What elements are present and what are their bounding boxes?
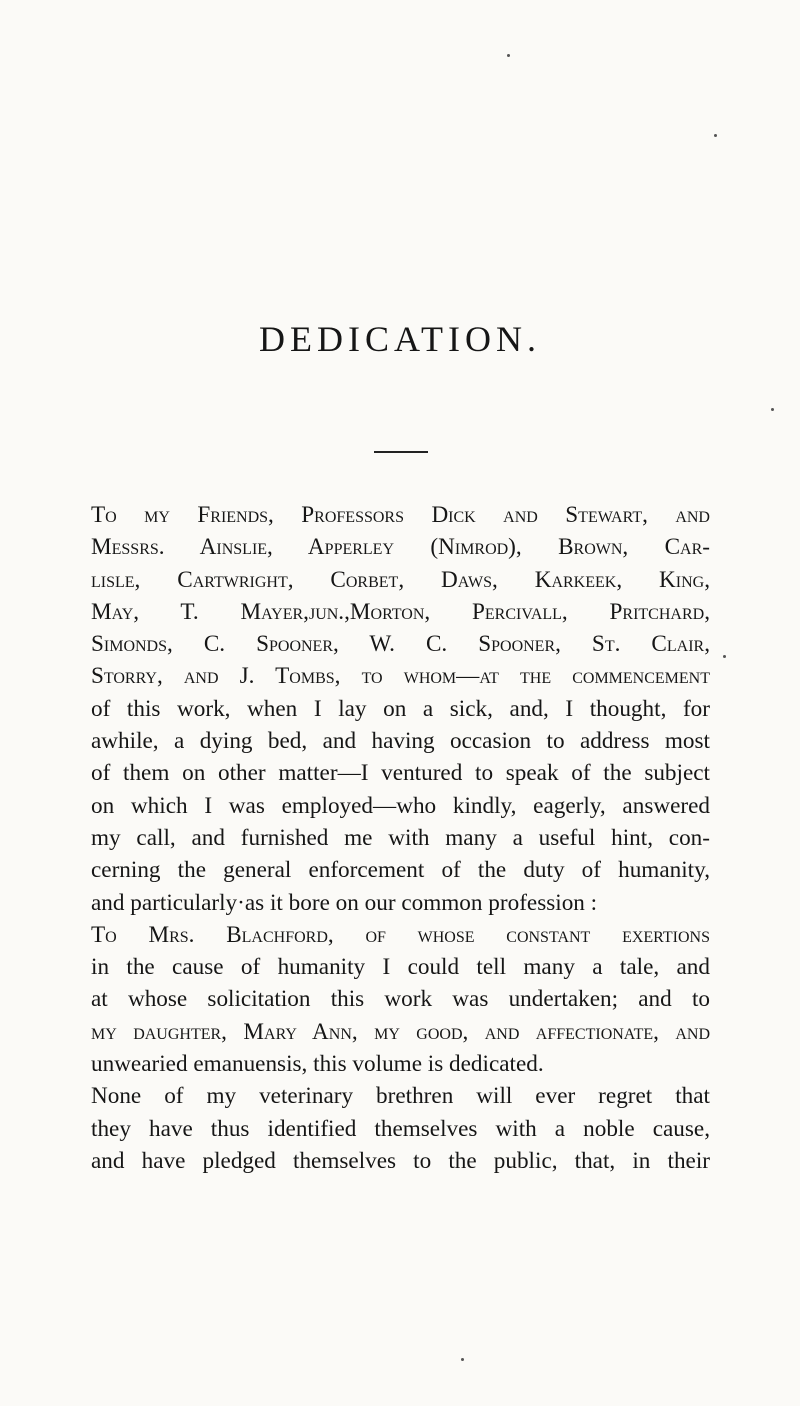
text-line: None of my veterinary brethren will ever regret that xyxy=(91,1083,710,1110)
text-line: lisle, Cartwright, Corbet, Daws, Karkeek, King, xyxy=(91,566,710,593)
text-line: Messrs. Ainslie, Apperley (Nimrod), Brown, Car- xyxy=(91,534,710,561)
text-line: awhile, a dying bed, and having occasion to address most xyxy=(91,728,710,755)
text-line: of them on other matter—I ventured to speak of the subject xyxy=(91,760,710,787)
paper-speck xyxy=(461,1358,464,1361)
text-line: my call, and furnished me with many a useful hint, con- xyxy=(91,824,710,851)
text-line: To my Friends, Professors Dick and Stewart, and xyxy=(91,502,710,528)
text-line: in the cause of humanity I could tell many a tale, and xyxy=(91,954,710,981)
dedication-text xyxy=(91,499,710,1177)
text-line: my daughter, Mary Ann, my good, and affectionate, and xyxy=(91,1018,710,1045)
paper-speck xyxy=(507,54,510,57)
text-line: of this work, when I lay on a sick, and, I thought, for xyxy=(91,695,710,722)
text-line: Simonds, C. Spooner, W. C. Spooner, St. Clair, xyxy=(91,631,710,658)
text-line: unwearied emanuensis, this volume is dedicated. xyxy=(91,1051,544,1078)
text-line: they have thus identified themselves with a noble cause, xyxy=(91,1115,710,1142)
text-line: and have pledged themselves to the public, that, in their xyxy=(91,1147,710,1174)
text-line: and particularly·as it bore on our common profession : xyxy=(91,889,598,916)
text-line: at whose solicitation this work was undertaken; and to xyxy=(91,986,710,1013)
text-line: cerning the general enforcement of the duty of humanity, xyxy=(91,857,710,884)
text-line: on which I was employed—who kindly, eagerly, answered xyxy=(91,792,710,819)
page-title: DEDICATION. xyxy=(259,319,541,359)
paper-speck xyxy=(771,408,774,411)
text-line: May, T. Mayer,jun.,Morton, Percivall, Pritchard, xyxy=(91,598,710,625)
paper-speck xyxy=(714,134,717,137)
paper-speck xyxy=(723,655,726,658)
title-rule xyxy=(374,451,428,453)
text-line: To Mrs. Blachford, of whose constant exertions xyxy=(91,921,710,948)
text-line: Storry, and J. Tombs, to whom—at the commencement xyxy=(91,663,710,690)
